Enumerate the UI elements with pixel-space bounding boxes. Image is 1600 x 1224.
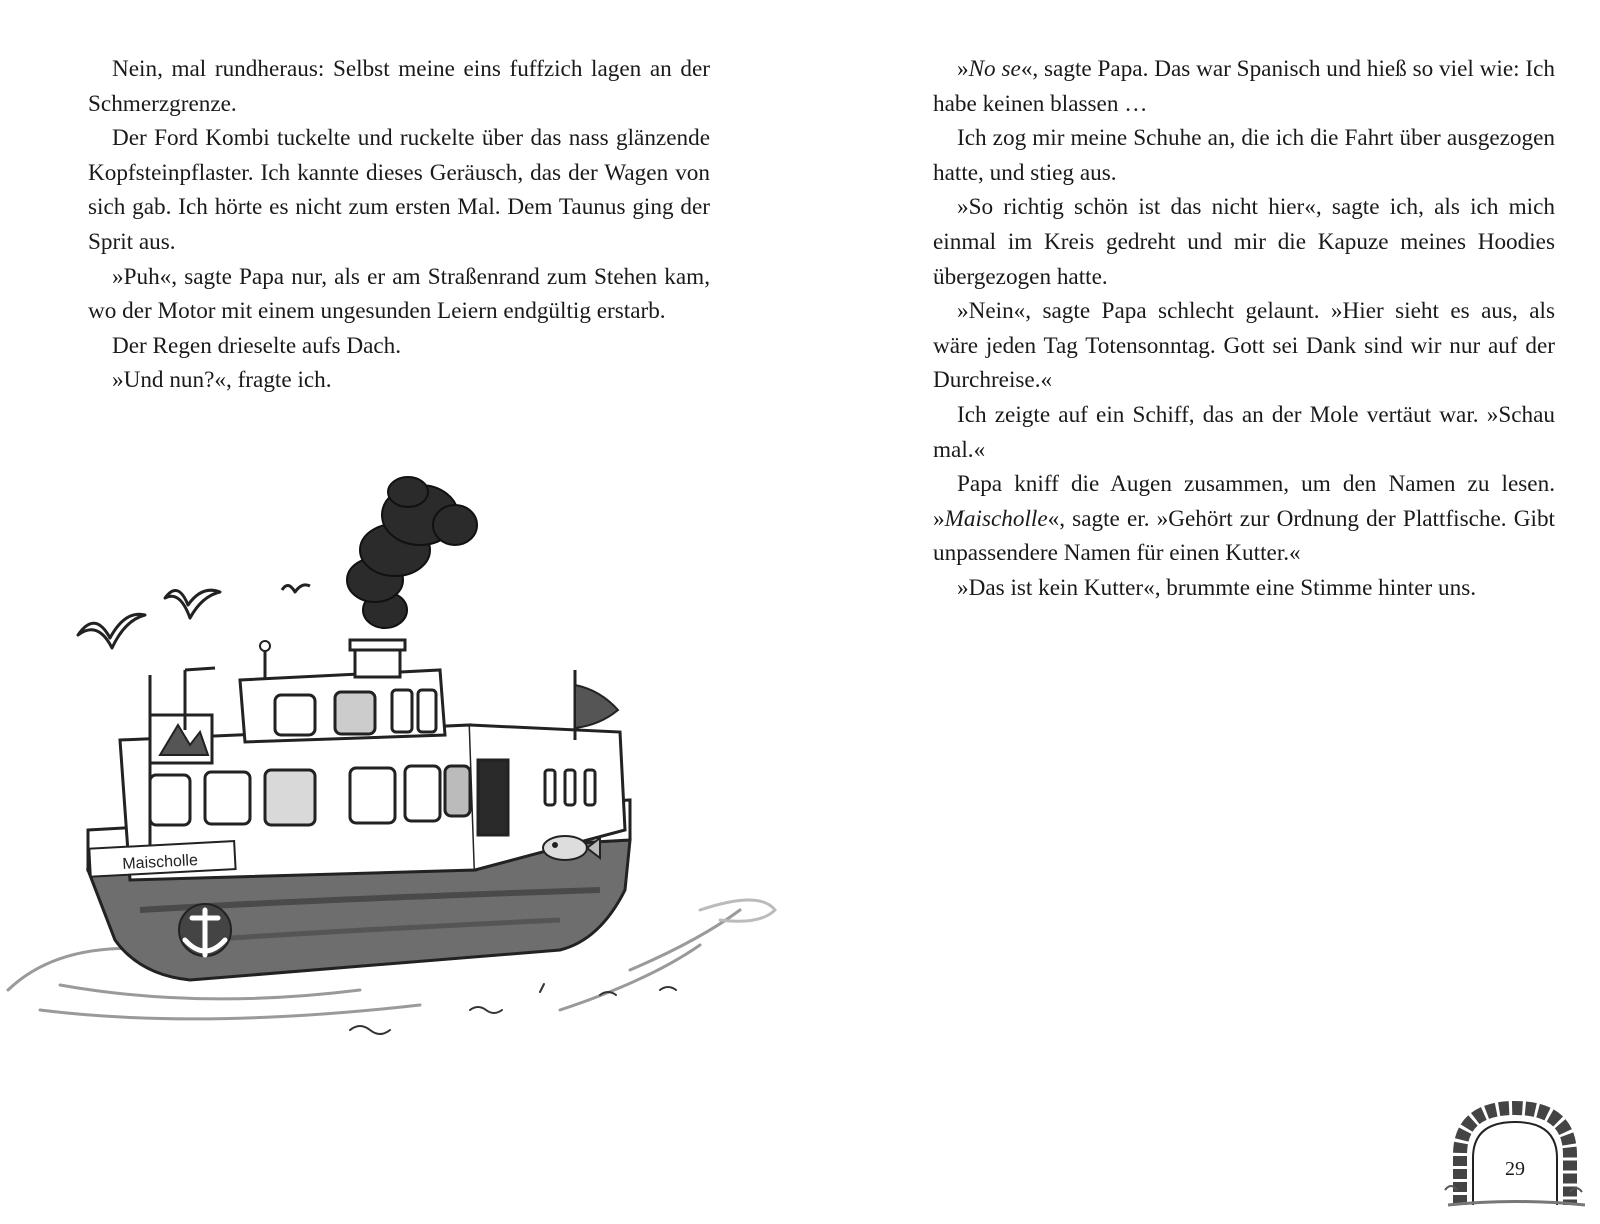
- paragraph-text: »: [957, 56, 969, 82]
- paragraph-text: «, sagte Papa. Das war Spanisch und hieß so viel wie: Ich habe keinen blassen …: [933, 56, 1556, 117]
- page-number: 29: [1505, 1157, 1525, 1180]
- smoke-cloud: [347, 477, 477, 628]
- page-number-ornament: [1440, 1100, 1590, 1210]
- paragraph: Der Ford Kombi tuckelte und ruckelte über das nass glänzende Kopfsteinpflaster. Ich kannte dieses Geräusch, das der Wagen von sich gab. Ich hörte es nicht zum ersten Mal. Dem Taunus ging der Sprit aus.: [88, 125, 710, 255]
- paragraph: Ich zog mir meine Schuhe an, die ich die Fahrt über ausgezogen hatte, und stieg aus.: [933, 125, 1555, 186]
- paragraph: [933, 467, 1555, 571]
- seagulls: [78, 585, 310, 648]
- anchor-icon: [179, 904, 231, 956]
- paragraph-text: «, sagte er. »Gehört zur Ordnung der Plattfische. Gibt unpassendere Namen für einen Kutter.«: [933, 505, 1555, 567]
- paragraph: »Und nun?«, fragte ich.: [112, 367, 332, 394]
- paragraph: Nein, mal rundheraus: Selbst meine eins fuffzich lagen an der Schmerzgrenze.: [88, 56, 710, 117]
- ship-name: Maischolle: [121, 852, 199, 873]
- paragraph-text: Papa kniff die Augen zusammen, um den Namen zu lesen. »: [933, 471, 1555, 532]
- paragraph: Der Regen drieselte aufs Dach.: [112, 332, 402, 359]
- paragraph-emphasis: No se: [968, 56, 1021, 82]
- paragraph: »Das ist kein Kutter«, brummte eine Stimme hinter uns.: [957, 574, 1477, 601]
- paragraph: »So richtig schön ist das nicht hier«, sagte ich, als ich mich einmal im Kreis gedreht und mir die Kapuze meines Hoodies übergezogen hatte.: [933, 194, 1555, 290]
- right-page-text: [933, 52, 1555, 606]
- ship-illustration: [0, 470, 800, 1070]
- paragraph: »Puh«, sagte Papa nur, als er am Straßenrand zum Stehen kam, wo der Motor mit einem ungesunden Leiern endgültig erstarb.: [88, 263, 710, 325]
- paragraph: [933, 52, 1555, 121]
- paragraph-emphasis: Maischolle: [944, 505, 1048, 532]
- upper-windows: [275, 690, 436, 735]
- paragraph: Ich zeigte auf ein Schiff, das an der Mole vertäut war. »Schau mal.«: [933, 401, 1555, 463]
- left-page-text: [88, 52, 710, 398]
- paragraph: »Nein«, sagte Papa schlecht gelaunt. »Hier sieht es aus, als wäre jeden Tag Totensonntag. Gott sei Dank sind wir nur auf der Durchreise.«: [933, 298, 1555, 394]
